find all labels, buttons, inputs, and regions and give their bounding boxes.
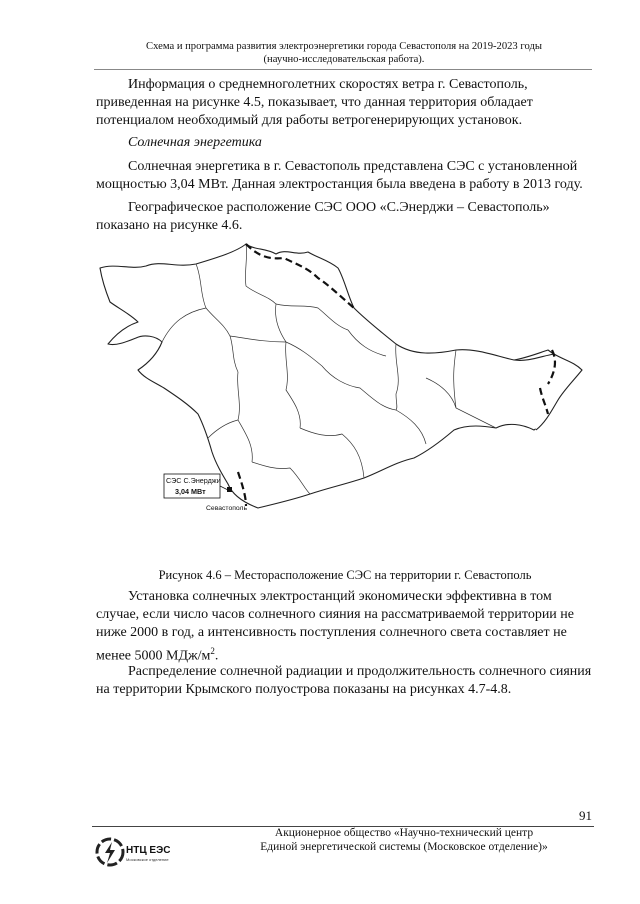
ntc-ees-logo (94, 830, 170, 874)
text-line: Солнечная энергетика в г. Севастополь представлена СЭС с установленной (128, 159, 578, 174)
figure-caption: Рисунок 4.6 – Месторасположение СЭС на территории г. Севастополь (158, 568, 532, 582)
text-line: на территории Крымского полуострова показаны на рисунках 4.7-4.8. (96, 682, 512, 697)
footer-line-1: Акционерное общество «Научно-технический центр (274, 827, 534, 839)
header-line-1: Схема и программа развития электроэнергетики города Севастополя на 2019-2023 годы (146, 41, 542, 52)
sps-location-marker (227, 487, 232, 492)
logo-bolt (105, 842, 115, 863)
superscript: 2 (210, 646, 215, 656)
text-line: Распределение солнечной радиации и продолжительность солнечного сияния (128, 664, 592, 679)
text-line: приведенная на рисунке 4.5, показывает, что данная территория обладает (96, 95, 533, 110)
text-line: случае, если число часов солнечного сияния на рассматриваемой территории не (96, 607, 575, 622)
text-line: потенциалом необходимый для работы ветрогенерирующих установок. (96, 113, 523, 128)
text-fragment: менее 5000 МДж/м (96, 648, 211, 664)
paragraph-efficiency (96, 588, 594, 666)
paragraph-radiation-distribution (96, 663, 594, 699)
text-line: мощностью 3,04 МВт. Данная электростанция была введена в работу в 2013 году. (96, 177, 583, 192)
header-line-2: (научно-исследовательская работа). (263, 54, 425, 65)
footer-line-2: Единой энергетической системы (Московское отделение)» (260, 841, 548, 853)
logo-subtext: Московское отделение (126, 857, 169, 862)
logo-text: НТЦ ЕЭС (126, 845, 170, 856)
document-header (96, 40, 592, 66)
header-divider (94, 69, 592, 70)
text-line: Установка солнечных электростанций экономически эффективна в том (128, 589, 552, 604)
peninsula-outline (100, 244, 574, 508)
paragraph-wind-info (96, 76, 594, 130)
paragraph-solar-intro (96, 158, 594, 194)
sps-label-power: 3,04 МВт (175, 487, 206, 496)
paragraph-geo-location (96, 199, 594, 235)
document-footer (216, 826, 592, 854)
text-line: показано на рисунке 4.6. (96, 218, 243, 233)
crimea-map-figure (96, 238, 592, 558)
section-title: Солнечная энергетика (128, 135, 262, 150)
text-line: Географическое расположение СЭС ООО «С.Энерджи – Севастополь» (128, 200, 550, 215)
page-number: 91 (579, 808, 592, 823)
city-label-sevastopol: Севастополь (206, 505, 248, 512)
sps-label-name: СЭС С.Энерджи (166, 476, 221, 485)
text-line: Информация о среднемноголетних скоростях ветра г. Севастополь, (128, 77, 528, 92)
sps-leader-line (220, 486, 228, 490)
text-fragment: . (214, 648, 219, 664)
text-line: ниже 2000 в год, а интенсивность поступления солнечного света составляет не (96, 625, 567, 640)
